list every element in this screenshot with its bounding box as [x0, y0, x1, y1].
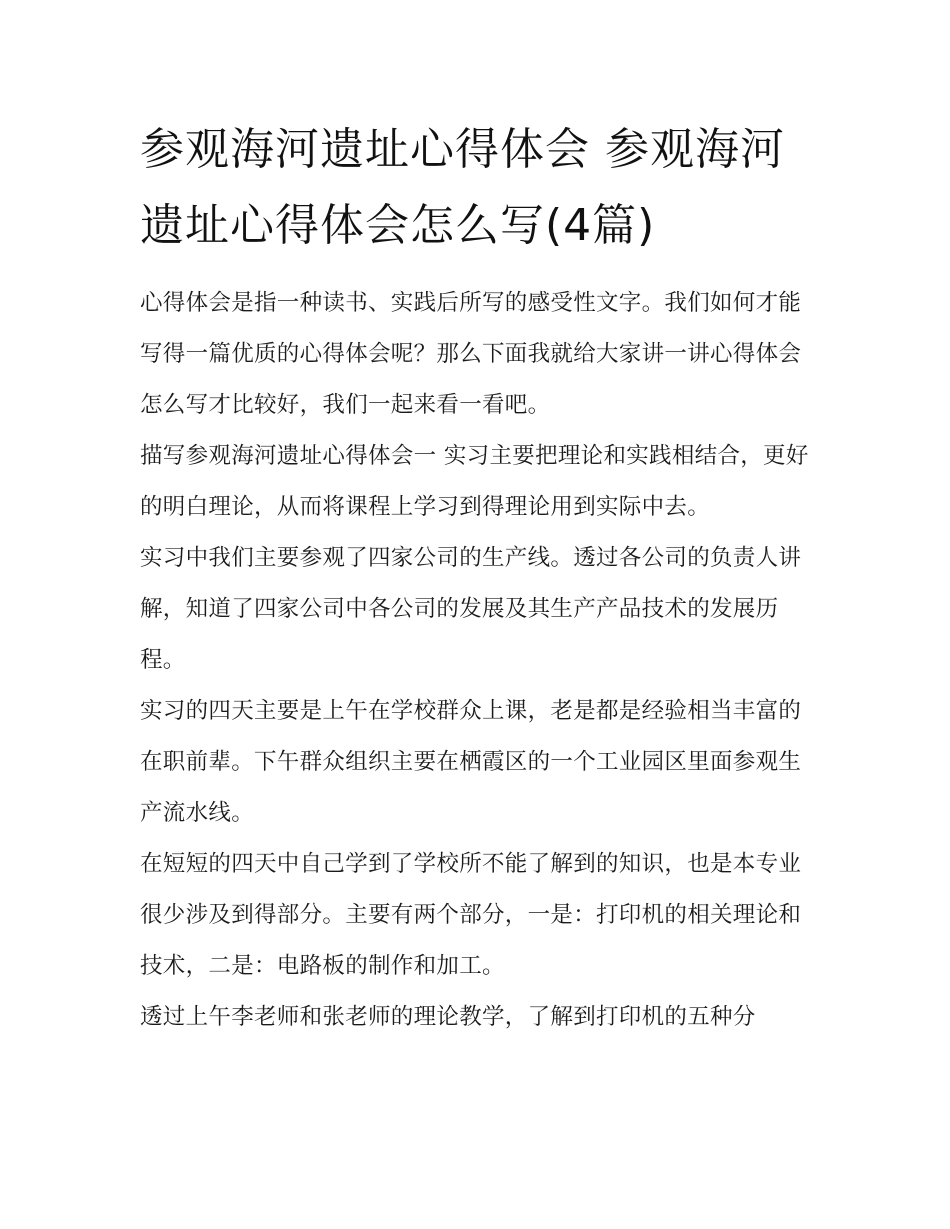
- document-title: 参观海河遗址心得体会 参观海河遗址心得体会怎么写(4篇): [140, 124, 785, 251]
- paragraph-schedule: 实习的四天主要是上午在学校群众上课，老是都是经验相当丰富的在职前辈。下午群众组织主要在栖霞区的一个工业园区里面参观生产流水线。: [140, 698, 802, 826]
- document-body: [140, 278, 812, 1043]
- paragraph-intro: 心得体会是指一种读书、实践后所写的感受性文字。我们如何才能写得一篇优质的心得体会呢？那么下面我就给大家讲一讲心得体会怎么写才比较好，我们一起来看一看吧。: [140, 290, 802, 418]
- paragraph-theory-teaching: 透过上午李老师和张老师的理论教学，了解到打印机的五种分: [140, 1004, 756, 1030]
- paragraph-company-visits: 实习中我们主要参观了四家公司的生产线。透过各公司的负责人讲解，知道了四家公司中各公司的发展及其生产产品技术的发展历程。: [140, 545, 802, 673]
- paragraph-learnings: 在短短的四天中自己学到了学校所不能了解到的知识，也是本专业很少涉及到得部分。主要有两个部分，一是：打印机的相关理论和技术，二是：电路板的制作和加工。: [140, 851, 802, 979]
- paragraph-essay-one-opening: 描写参观海河遗址心得体会一 实习主要把理论和实践相结合，更好的明白理论，从而将课程上学习到得理论用到实际中去。: [140, 443, 809, 520]
